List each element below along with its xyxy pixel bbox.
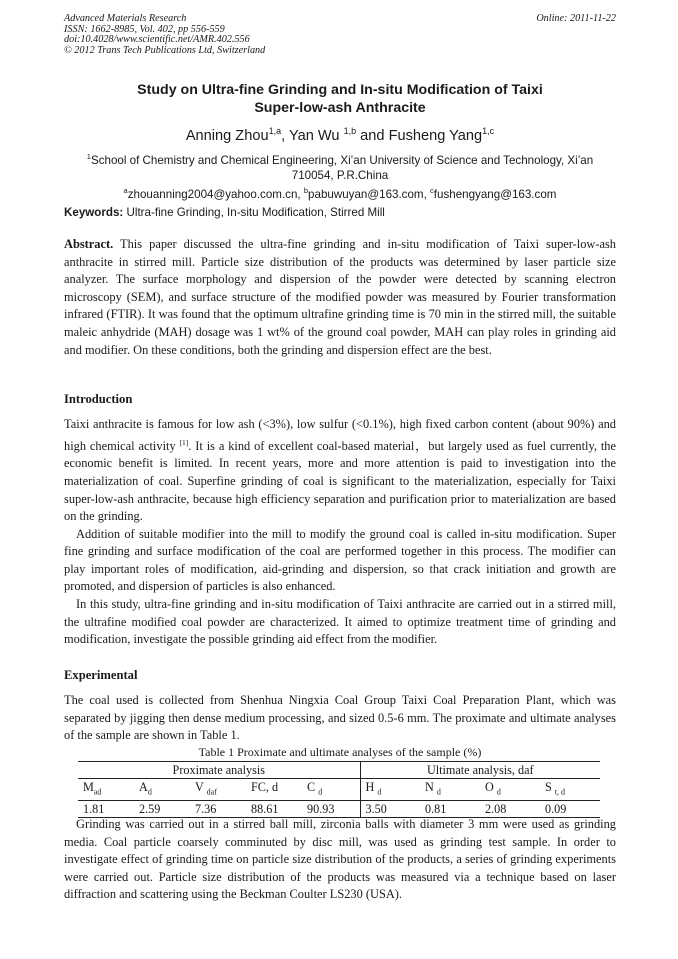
- table-header-cell: C $_d$: [302, 779, 360, 801]
- journal-header: [64, 14, 616, 56]
- table-value-cell: 0.09: [540, 801, 600, 818]
- table-header-cell: N $_d$: [420, 779, 480, 801]
- table-value-cell: 88.61: [246, 801, 302, 818]
- table-header-cell: O $_d$: [480, 779, 540, 801]
- table-value-cell: 3.50: [360, 801, 420, 818]
- email-line: $^a$zhouanning2004@yahoo.com.cn, $^b$pabuwuyan@163.com, $^c$fushengyang@163.com: [123, 185, 557, 201]
- introduction-heading: Introduction: [64, 392, 133, 406]
- author-conjunction: and: [356, 127, 389, 144]
- introduction-body: [64, 416, 616, 649]
- keywords: [64, 206, 616, 219]
- intro-paragraph-1: Taixi anthracite is famous for low ash (<3%), low sulfur (<0.1%), high fixed carbon content (about 90%) and high chemical activity [1]. It is a kind of excellent coal-based material，but largely used as fuel currently, the economic benefit is limited. In recent years, more and more attention is paid to investigation into the materialization of coal. Superfine grinding of coal is significant to the materialization, especially for Taixi super-low-ash anthracite, because high efficiency separation and purification prior to materialization are based on the grinding.: [64, 417, 616, 524]
- table-value-cell: 7.36: [190, 801, 246, 818]
- affiliation-line-2: 710054, P.R.China: [291, 168, 389, 182]
- email-a[interactable]: zhouanning2004@yahoo.com.cn: [127, 187, 298, 201]
- author-3-sup: 1,c: [482, 126, 495, 136]
- table-value-cell: 2.08: [480, 801, 540, 818]
- experimental-paragraph-1: The coal used is collected from Shenhua Ningxia Coal Group Taixi Coal Preparation Plant, which was separated by jigging then dense medium processing, and sized 0.5-6 mm. The proximate and ultimate analyses of the sample are shown in Table 1.: [64, 693, 616, 743]
- journal-doi: doi:10.4028/www.scientific.net/AMR.402.556: [64, 34, 250, 46]
- affiliation: [64, 149, 616, 202]
- title-line-2: Super-low-ash Anthracite: [254, 100, 426, 116]
- table-value-cell: 1.81: [78, 801, 134, 818]
- author-list: Anning Zhou$^{1,a}$, Yan Wu $^{1,b}$ and Fusheng Yang$^{1,c}$: [185, 126, 495, 144]
- experimental-paragraph-2: Grinding was carried out in a stirred ball mill, zirconia balls with diameter 3 mm were used as grinding media. Coal particle coarsely comminuted by disc mill, was used as grinding test sample. In order to investigate effect of grinding time on particle size distribution of the products, a series of grinding experiments were carried out. Particle size distribution of the products was measured via a technique based on laser diffraction and scattering using the Beckman Coulter LS230 (USA).: [64, 817, 616, 902]
- table-value-cell: 2.59: [134, 801, 190, 818]
- table-group-ultimate: Ultimate analysis, daf: [360, 762, 600, 779]
- table-value-cell: 0.81: [420, 801, 480, 818]
- author-1-sup: 1,a: [268, 126, 282, 136]
- table-header-cell: FC, d: [246, 779, 302, 801]
- table-value-cell: 90.93: [302, 801, 360, 818]
- title-line-1: Study on Ultra-fine Grinding and In-situ Modification of Taixi: [137, 82, 543, 98]
- author-3: Fusheng Yang: [388, 127, 483, 144]
- table-proximate-ultimate: [78, 761, 600, 818]
- keywords-label: Keywords:: [64, 206, 124, 219]
- intro-paragraph-2: Addition of suitable modifier into the mill to modify the ground coal is called in-situ modification. Super fine grinding and surface modification of the coal are performed together in this process. The modifier can play important roles of modification, aid-grinding and dispersion, so that crack initiation and growth are promoted, and dispersion of particles is also enhanced.: [64, 526, 616, 594]
- table-header-cell: S $_{t, d}$: [540, 779, 600, 801]
- table-header-cell: V $_{daf}$: [190, 779, 246, 801]
- email-b[interactable]: pabuwuyan@163.com: [308, 187, 424, 201]
- author-2: Yan Wu: [288, 127, 340, 144]
- abstract-label: Abstract.: [64, 237, 114, 251]
- journal-name: Advanced Materials Research: [64, 13, 187, 24]
- online-date: Online: 2011-11-22: [536, 13, 616, 24]
- journal-copyright: © 2012 Trans Tech Publications Ltd, Switzerland: [64, 44, 266, 56]
- author-2-sup: 1,b: [343, 126, 357, 136]
- paper-title: [64, 81, 616, 117]
- abstract: [64, 236, 616, 359]
- abstract-text: This paper discussed the ultra-fine grinding and in-situ modification of Taixi super-low-ash anthracite in stirred mill. Particle size distribution of the products was determined by laser particle size analyzer. The surface morphology and dispersion of the powder were detected by scanning electron microscopy (SEM), and surface structure of the modified powder was measured by Fourier transformation infrared (FTIR). It was found that the optimum ultrafine grinding time is 70 min in the stirred mill, the suitable maleic anhydride (MAH) dosage was 1 wt% of the ground coal powder, MAH can play roles in grinding aid and modifier. On these conditions, both the grinding and dispersion effect are the best.: [64, 237, 617, 357]
- experimental-heading: Experimental: [64, 668, 138, 682]
- table-header-cell: $A_d$: [134, 779, 190, 801]
- affiliation-line-1: School of Chemistry and Chemical Engineering, Xi’an University of Science and Technology, Xi’an: [90, 153, 594, 167]
- affiliation-sup: 1: [86, 152, 91, 161]
- journal-issn: ISSN: 1662-8985, Vol. 402, pp 556-559: [64, 23, 225, 35]
- citation-ref[interactable]: [1]: [179, 437, 189, 447]
- keywords-text: Ultra-fine Grinding, In-situ Modification, Stirred Mill: [126, 206, 385, 219]
- table-group-proximate: Proximate analysis: [78, 762, 360, 779]
- author-1: Anning Zhou: [185, 127, 269, 144]
- table-header-cell: H $_d$: [360, 779, 420, 801]
- table-header-cell: $M_{ad}$: [78, 779, 134, 801]
- email-c[interactable]: fushengyang@163.com: [433, 187, 557, 201]
- intro-paragraph-3: In this study, ultra-fine grinding and in-situ modification of Taixi anthracite are carried out in a stirred mill, the ultrafine modified coal powder are characterized. It aimed to optimize treatment time of grinding and modification, investigate the possible grinding aid effect from the modifier.: [64, 597, 616, 647]
- table-caption: Table 1 Proximate and ultimate analyses of the sample (%): [198, 745, 482, 759]
